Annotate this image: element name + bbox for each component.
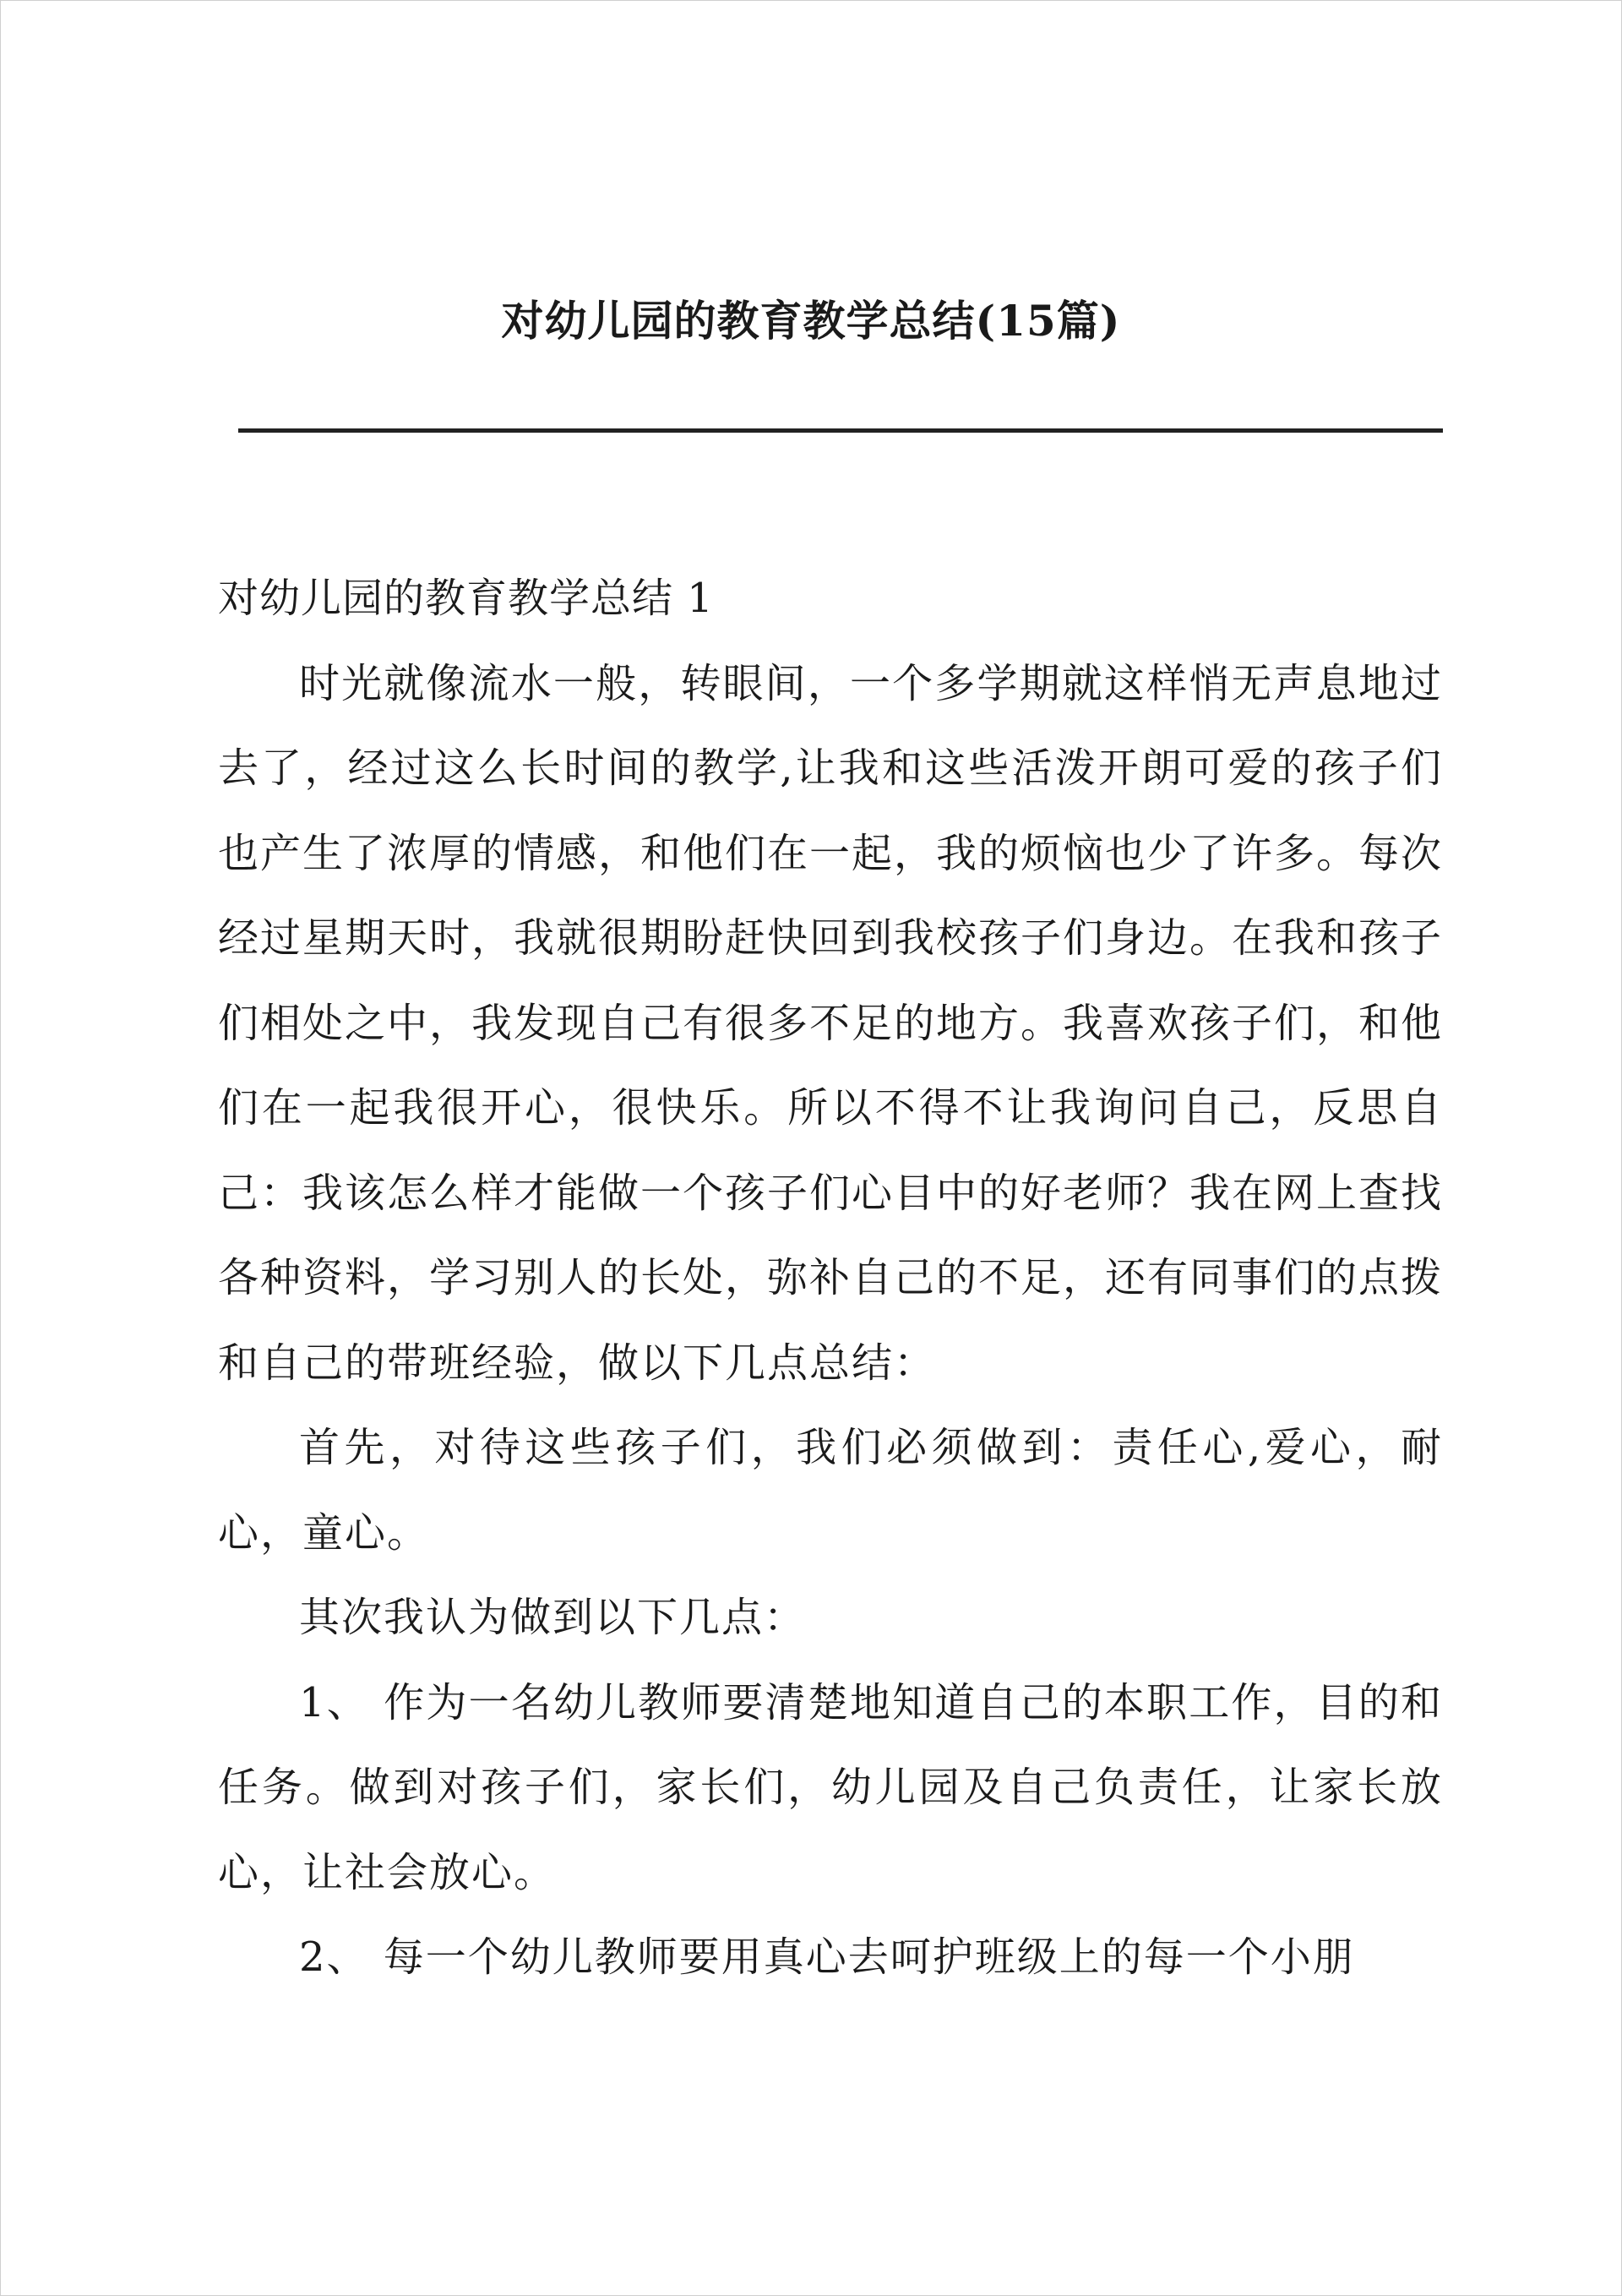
- paragraph: 1、 作为一名幼儿教师要清楚地知道自己的本职工作，目的和任务。做到对孩子们，家长们，幼儿园及自己负责任，让家长放心，让社会放心。: [218, 1678, 1443, 1896]
- document-title: 对幼儿园的教育教学总结(15篇): [501, 296, 1121, 346]
- paragraph: 其次我认为做到以下几点：: [299, 1594, 807, 1641]
- paragraph: 2、 每一个幼儿教师要用真心去呵护班级上的每一个小朋: [299, 1933, 1355, 1981]
- paragraph: 时光就像流水一般，转眼间，一个多学期就这样悄无声息地过去了，经过这么长时间的教学,让我和这些活泼开朗可爱的孩子们也产生了浓厚的情感，和他们在一起，我的烦恼也少了许多。每次经过星期天时，我就很期盼赶快回到我校孩子们身边。在我和孩子们相处之中，我发现自己有很多不足的地方。我喜欢孩子们，和他们在一起我很开心，很快乐。所以不得不让我询问自己，反思自己：我该怎么样才能做一个孩子们心目中的好老师？我在网上查找各种资料，学习别人的长处，弥补自己的不足，还有同事们的点拨和自己的带班经验，做以下几点总结：: [218, 659, 1444, 1387]
- document-body: [218, 556, 1443, 2000]
- title-divider: [238, 428, 1443, 433]
- section-heading: 对幼儿园的教育教学总结 1: [218, 575, 714, 622]
- paragraph: 首先，对待这些孩子们，我们必须做到：责任心,爱心，耐心，童心。: [218, 1424, 1443, 1557]
